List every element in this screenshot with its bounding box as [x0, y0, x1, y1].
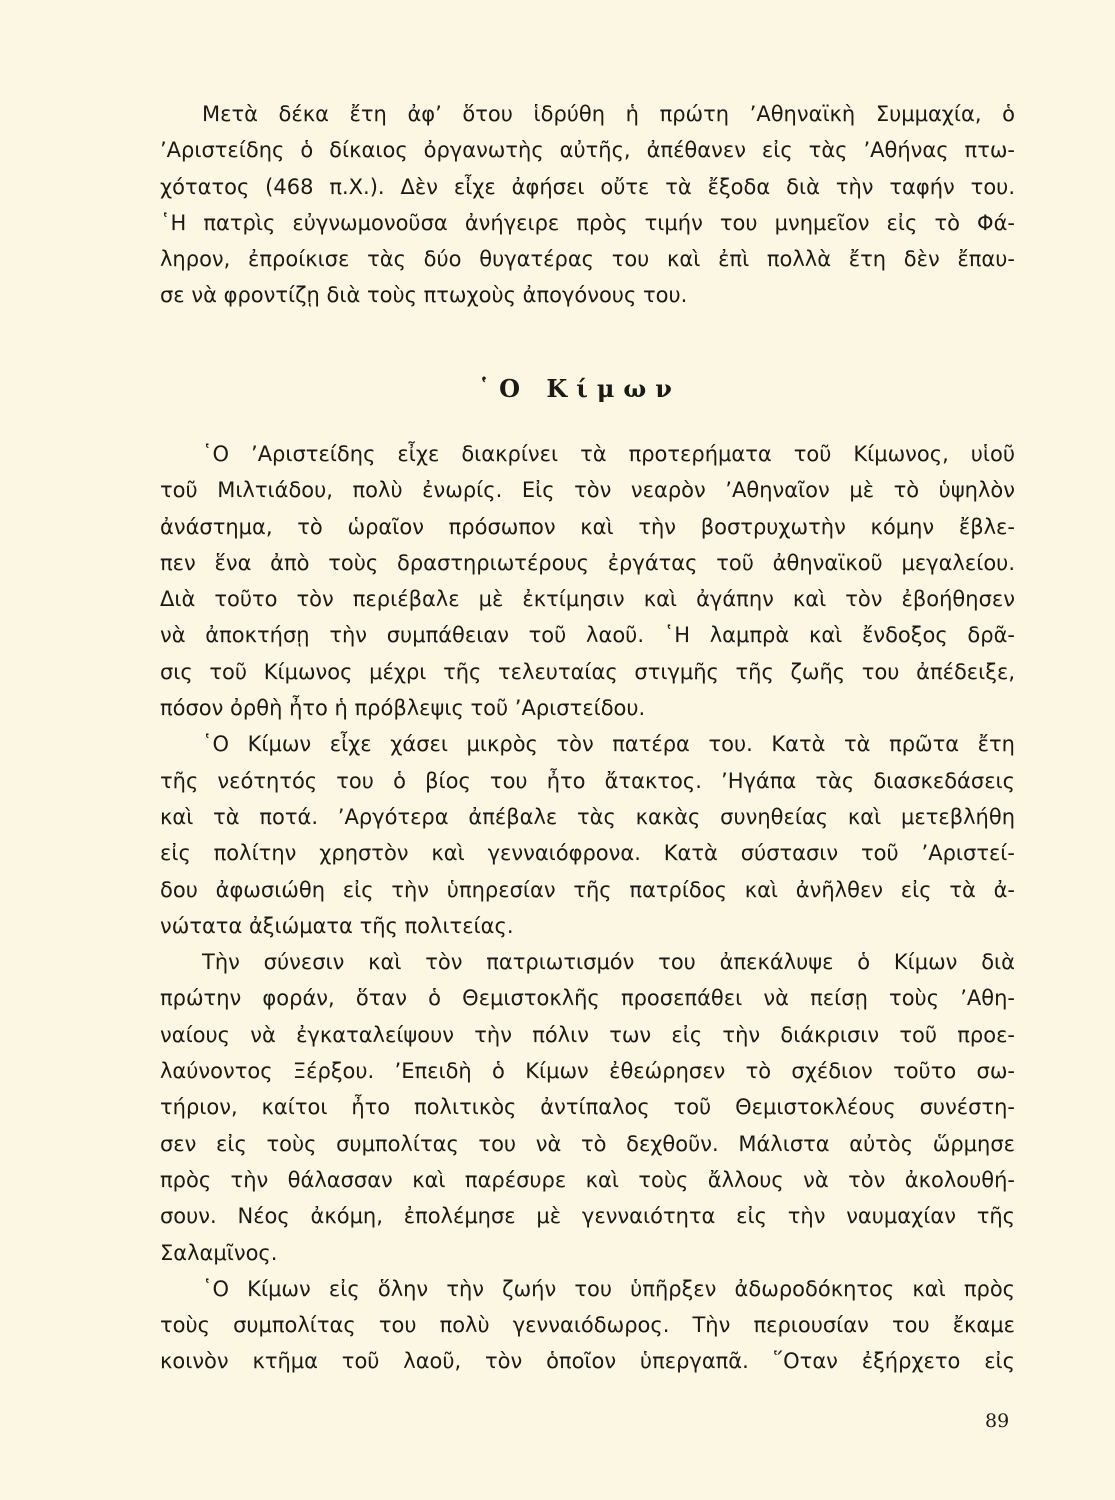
text-line: σις τοῦ Κίμωνος μέχρι τῆς τελευταίας στιγμῆς τῆς ζωῆς του ἀπέδειξε, — [160, 659, 1015, 684]
text-line: δου ἀφωσιώθη εἰς τὴν ὑπηρεσίαν τῆς πατρίδος καὶ ἀνῆλθεν εἰς τὰ ἀ- — [160, 877, 1015, 902]
text-line: Σαλαμῖνος. — [160, 1240, 278, 1265]
text-line: νώτατα ἀξιώματα τῆς πολιτείας. — [160, 913, 514, 938]
text-line: ληρον, ἐπροίκισε τὰς δύο θυγατέρας του καὶ ἐπὶ πολλὰ ἔτη δὲν ἔπαυ- — [160, 247, 1015, 272]
text-line: χότατος (468 π.Χ.). Δὲν εἶχε ἀφήσει οὔτε τὰ ἔξοδα διὰ τὴν ταφήν του. — [160, 174, 1015, 199]
text-line: ῾Η πατρὶς εὐγνωμονοῦσα ἀνήγειρε πρὸς τιμήν του μνημεῖον εἰς τὸ Φά- — [160, 210, 1015, 235]
section-heading: ῾Ο Κίμων — [478, 374, 681, 403]
text-line: τοῦ Μιλτιάδου, πολὺ ἐνωρίς. Εἰς τὸν νεαρὸν ’Αθηναῖον μὲ τὸ ὑψηλὸν — [160, 478, 1015, 503]
paragraph — [160, 1271, 1015, 1380]
text-line: Διὰ τοῦτο τὸν περιέβαλε μὲ ἐκτίμησιν καὶ ἀγάπην καὶ τὸν ἐβοήθησεν — [160, 587, 1015, 612]
paragraph — [160, 726, 1015, 944]
text-line: Μετὰ δέκα ἔτη ἀφ’ ὅτου ἱδρύθη ἡ πρώτη ’Αθηναϊκὴ Συμμαχία, ὁ — [202, 102, 1015, 126]
paragraph — [160, 944, 1015, 1271]
text-line: τήριον, καίτοι ἦτο πολιτικὸς ἀντίπαλος τοῦ Θεμιστοκλέους συνέστη- — [160, 1095, 1015, 1120]
text-line: ῾Ο Κίμων εἰς ὅλην τὴν ζωήν του ὑπῆρξεν ἀδωροδόκητος καὶ πρὸς — [202, 1276, 1015, 1301]
text-line: ’Αριστείδης ὁ δίκαιος ὀργανωτὴς αὐτῆς, ἀπέθανεν εἰς τὰς ’Αθήνας πτω- — [160, 138, 1015, 163]
text-line: ἀνάστημα, τὸ ὡραῖον πρόσωπον καὶ τὴν βοστρυχωτὴν κόμην ἔβλε- — [160, 514, 1015, 539]
text-line: πόσον ὀρθὴ ἦτο ἡ πρόβλεψις τοῦ ’Αριστείδου. — [160, 696, 646, 721]
text-line: εἰς πολίτην χρηστὸν καὶ γενναιόφρονα. Κατὰ σύστασιν τοῦ ’Αριστεί- — [160, 841, 1015, 866]
text-line: σουν. Νέος ἀκόμη, ἐπολέμησε μὲ γενναιότητα εἰς τὴν ναυμαχίαν τῆς — [160, 1204, 1015, 1229]
page-number: 89 — [985, 1410, 1010, 1432]
text-line: ῾Ο ’Αριστείδης εἶχε διακρίνει τὰ προτερήματα τοῦ Κίμωνος, υἱοῦ — [202, 442, 1015, 466]
text-line: σε νὰ φροντίζῃ διὰ τοὺς πτωχοὺς ἀπογόνους του. — [160, 283, 688, 308]
paragraph-aristeides-death — [160, 96, 1015, 314]
text-line: ναίους νὰ ἐγκαταλείψουν τὴν πόλιν των εἰς τὴν διάκρισιν τοῦ προε- — [160, 1022, 1015, 1047]
text-line: πρὸς τὴν θάλασσαν καὶ παρέσυρε καὶ τοὺς ἄλλους νὰ τὸν ἀκολουθή- — [160, 1167, 1015, 1192]
text-line: πρώτην φοράν, ὅταν ὁ Θεμιστοκλῆς προσεπάθει νὰ πείσῃ τοὺς ’Αθη- — [160, 986, 1015, 1011]
text-line: ῾Ο Κίμων εἶχε χάσει μικρὸς τὸν πατέρα του. Κατὰ τὰ πρῶτα ἔτη — [202, 732, 1015, 757]
section-body-kimon — [160, 436, 1015, 1380]
paragraph — [160, 436, 1015, 726]
text-line: σεν εἰς τοὺς συμπολίτας του νὰ τὸ δεχθοῦν. Μάλιστα αὐτὸς ὥρμησε — [160, 1131, 1015, 1156]
text-line: Τὴν σύνεσιν καὶ τὸν πατριωτισμόν του ἀπεκάλυψε ὁ Κίμων διὰ — [202, 950, 1015, 975]
text-line: κοινὸν κτῆμα τοῦ λαοῦ, τὸν ὁποῖον ὑπεργαπᾶ. ῞Οταν ἐξήρχετο εἰς — [160, 1349, 1015, 1374]
text-line: καὶ τὰ ποτά. ’Αργότερα ἀπέβαλε τὰς κακὰς συνηθείας καὶ μετεβλήθη — [160, 804, 1015, 829]
text-line: πεν ἕνα ἀπὸ τοὺς δραστηριωτέρους ἐργάτας τοῦ ἀθηναϊκοῦ μεγαλείου. — [160, 550, 1015, 575]
text-line: τοὺς συμπολίτας του πολὺ γενναιόδωρος. Τὴν περιουσίαν του ἔκαμε — [160, 1313, 1015, 1338]
text-line: λαύνοντος Ξέρξου. ’Επειδὴ ὁ Κίμων ἐθεώρησεν τὸ σχέδιον τοῦτο σω- — [160, 1059, 1015, 1084]
text-line: τῆς νεότητός του ὁ βίος του ἦτο ἄτακτος. ’Ηγάπα τὰς διασκεδάσεις — [160, 768, 1015, 793]
text-line: νὰ ἀποκτήσῃ τὴν συμπάθειαν τοῦ λαοῦ. ῾Η λαμπρὰ καὶ ἔνδοξος δρᾶ- — [160, 623, 1015, 648]
